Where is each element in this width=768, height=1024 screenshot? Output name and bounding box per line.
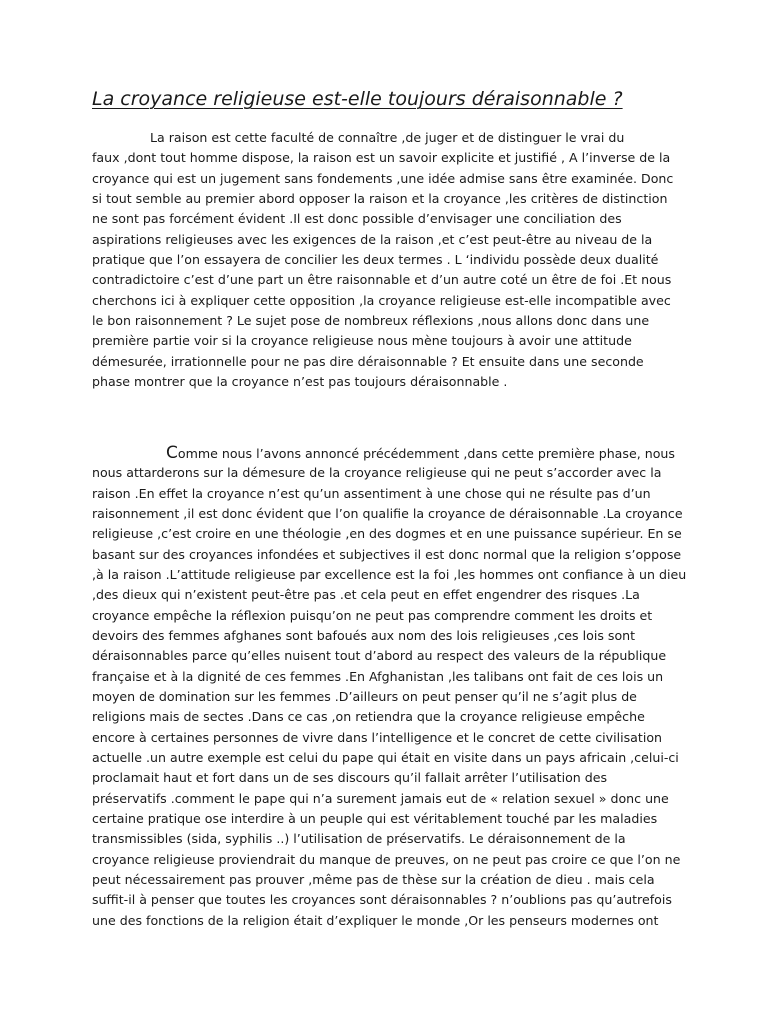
- text-line: préservatifs .comment le pape qui n’a surement jamais eut de « relation sexuel » donc une: [92, 790, 669, 806]
- text-line: démesurée, irrationnelle pour ne pas dire déraisonnable ? Et ensuite dans une seconde: [92, 353, 644, 369]
- text-line-rest: omme nous l’avons annoncé précédemment ,dans cette première phase, nous: [177, 446, 675, 461]
- text-line: raisonnement ,il est donc évident que l’on qualifie la croyance de déraisonnable .La croyance: [92, 505, 683, 521]
- text-line: phase montrer que la croyance n’est pas toujours déraisonnable .: [92, 373, 508, 389]
- text-line: raison .En effet la croyance n’est qu’un assentiment à une chose qui ne résulte pas d’un: [92, 485, 651, 501]
- text-line: nous attarderons sur la démesure de la croyance religieuse qui ne peut s’accorder avec la: [92, 465, 662, 481]
- text-line: basant sur des croyances infondées et subjectives il est donc normal que la religion s’oppose: [92, 546, 682, 562]
- drop-cap-letter: C: [166, 443, 178, 463]
- text-line: le bon raisonnement ? Le sujet pose de nombreux réflexions ,nous allons donc dans une: [92, 312, 650, 328]
- text-line: contradictoire c’est d’une part un être raisonnable et d’un autre coté un être de foi .Et nous: [92, 272, 672, 288]
- text-line: encore à certaines personnes de vivre dans l’intelligence et le concret de cette civilisation: [92, 729, 663, 745]
- text-line: croyance religieuse proviendrait du manque de preuves, on ne peut pas croire ce que l’on ne: [92, 851, 681, 867]
- text-line: devoirs des femmes afghanes sont bafoués aux nom des lois religieuses ,ces lois sont: [92, 627, 636, 643]
- text-line: faux ,dont tout homme dispose, la raison est un savoir explicite et justifié , A l’inverse de la: [92, 150, 671, 166]
- text-line: religions mais de sectes .Dans ce cas ,on retiendra que la croyance religieuse empêche: [92, 709, 645, 725]
- text-line: cherchons ici à expliquer cette opposition ,la croyance religieuse est-elle incompatible avec: [92, 292, 671, 308]
- text-line: si tout semble au premier abord opposer la raison et la croyance ,les critères de distinction: [92, 190, 668, 206]
- text-line: française et à la dignité de ces femmes .En Afghanistan ,les talibans ont fait de ces lois un: [92, 668, 664, 684]
- text-line: ,des dieux qui n’existent peut-être pas .et cela peut en effet engendrer des risques .La: [92, 587, 640, 603]
- text-line: première partie voir si la croyance religieuse nous mène toujours à avoir une attitude: [92, 333, 632, 349]
- text-line: une des fonctions de la religion était d’expliquer le monde ,Or les penseurs modernes ont: [92, 912, 659, 928]
- essay-title: [92, 86, 692, 112]
- essay-title-text: La croyance religieuse est-elle toujours déraisonnable ?: [92, 88, 623, 110]
- text-line: pratique que l’on essayera de concilier les deux termes . L ‘individu possède deux dualité: [92, 251, 659, 267]
- text-line: proclamait haut et fort dans un de ses discours qu’il fallait arrêter l’utilisation des: [92, 770, 608, 786]
- text-line: ,à la raison .L’attitude religieuse par excellence est la foi ,les hommes ont confiance à un dieu: [92, 566, 687, 582]
- paragraph-first-part: [92, 443, 687, 931]
- text-line: transmissibles (sida, syphilis ..) l’utilisation de préservatifs. Le déraisonnement de la: [92, 831, 626, 847]
- text-line: moyen de domination sur les femmes .D’ailleurs on peut penser qu’il ne s’agit plus de: [92, 688, 637, 704]
- text-line: actuelle .un autre exemple est celui du pape qui était en visite dans un pays africain ,celui-ci: [92, 749, 679, 765]
- text-line: certaine pratique ose interdire à un peuple qui est véritablement touché par les maladies: [92, 810, 658, 826]
- text-line-first: [92, 443, 682, 463]
- paragraph-introduction: [92, 128, 682, 392]
- text-line: suffit-il à penser que toutes les croyances sont déraisonnables ? n’oublions pas qu’autrefois: [92, 892, 672, 908]
- text-line: La raison est cette faculté de connaître ,de juger et de distinguer le vrai du: [150, 130, 625, 145]
- text-line: aspirations religieuses avec les exigences de la raison ,et c’est peut-être au niveau de la: [92, 231, 653, 247]
- text-line: croyance empêche la réflexion puisqu’on ne peut pas comprendre comment les droits et: [92, 607, 653, 623]
- text-line: peut nécessairement pas prouver ,même pas de thèse sur la création de dieu . mais cela: [92, 871, 655, 887]
- text-line: religieuse ,c’est croire en une théologie ,en des dogmes et en une puissance supérieur. En se: [92, 526, 682, 542]
- text-line: déraisonnables parce qu’elles nuisent tout d’abord au respect des valeurs de la république: [92, 648, 667, 664]
- text-line: ne sont pas forcément évident .Il est donc possible d’envisager une conciliation des: [92, 211, 622, 227]
- text-line: croyance qui est un jugement sans fondements ,une idée admise sans être examinée. Donc: [92, 170, 674, 186]
